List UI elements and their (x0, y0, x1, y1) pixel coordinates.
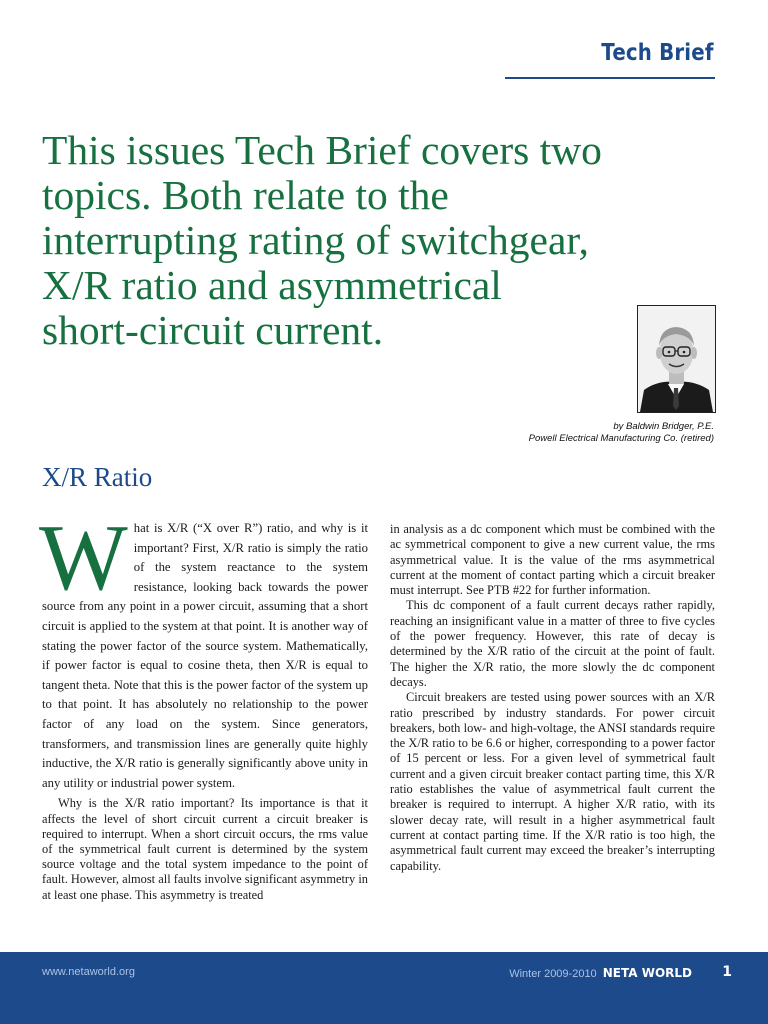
paragraph: Why is the X/R ratio important? Its importance is that it affects the level of short circuit current a circuit breaker is required to interrupt. When a short circuit occurs, the rms value of the symmetrical fault current is determined by the system source voltage and the total system impedance to the point of fault. However, almost all faults involve significant asymmetry in at least one phase. This asymmetry is treated (42, 796, 368, 902)
paragraph: in analysis as a dc component which must be combined with the ac symmetrical component to give a new current value, the rms asymmetrical value. It is the value of the rms asymmetrical current at the moment of contact parting which a circuit breaker must interrupt. See PTB #22 for further information. (390, 522, 715, 598)
byline-affiliation: Powell Electrical Manufacturing Co. (retired) (528, 433, 714, 444)
header-rule (505, 77, 715, 79)
tech-brief-label: Tech Brief (601, 40, 714, 66)
headline-line: X/R ratio and asymmetrical (42, 262, 502, 308)
headline-line: interrupting rating of switchgear, (42, 217, 589, 263)
paragraph: Circuit breakers are tested using power sources with an X/R ratio prescribed by industry standards. For power circuit breakers, both low- and high-voltage, the ANSI standards require the X/R ratio to be 6.6 or higher, corresponding to a power factor of 15 percent or less. For a given level of symmetrical fault current and a given circuit breaker contact parting time, this X/R ratio establishes the value of asymmetrical fault current the breaker is required to interrupt. A higher X/R ratio, with its slower decay rate, will result in a higher asymmetrical fault current at contact parting time. If the X/R ratio is too high, the asymmetrical fault current may exceed the breaker’s interrupting capability. (390, 690, 715, 873)
author-portrait-illustration (638, 306, 715, 412)
headline (42, 128, 662, 353)
section-title: X/R Ratio (42, 462, 153, 492)
byline (529, 421, 714, 445)
left-column (39, 506, 368, 903)
footer-bar (0, 952, 768, 1024)
footer-brand: NETA WORLD (602, 966, 692, 980)
headline-line: topics. Both relate to the (42, 172, 449, 218)
headline-line: This issues Tech Brief covers two (42, 127, 602, 173)
headline-line: short-circuit current. (42, 307, 384, 353)
paragraph-text: hat is X/R (“X over R”) ratio, and why is it important? First, X/R ratio is simply the ratio of the system reactance to the system resistance, looking back towards the power source from any point in a power circuit, assuming that a short circuit is applied to the system at that point. It is another way of stating the power factor of the source system. Mathematically, if power factor is equal to cosine theta, then X/R is equal to tangent theta. Note that this is the power factor of the system up to that point. It has absolutely no relationship to the power factor of any load on the system. Since generators, transformers, and transmission lines are generally quite highly inductive, the X/R ratio is generally significantly above unity in any utility or industrial power system. (42, 521, 368, 790)
author-photo (637, 305, 716, 413)
footer-issue-date: Winter 2009-2010 (509, 968, 597, 980)
paragraph: This dc component of a fault current decays rather rapidly, reaching an insignificant value in a matter of three to five cycles of the power frequency. However, this rate of decay is determined by the X/R ratio of the circuit at the point of fault. The higher the X/R ratio, the more slowly the dc component decays. (390, 598, 715, 689)
footer-issue (509, 966, 692, 980)
footer-website-link[interactable]: www.netaworld.org (42, 966, 135, 978)
paragraph (39, 506, 368, 793)
drop-cap: W (39, 506, 128, 610)
page-number: 1 (722, 964, 732, 980)
right-column (390, 522, 715, 874)
byline-author: by Baldwin Bridger, P.E. (613, 421, 714, 432)
